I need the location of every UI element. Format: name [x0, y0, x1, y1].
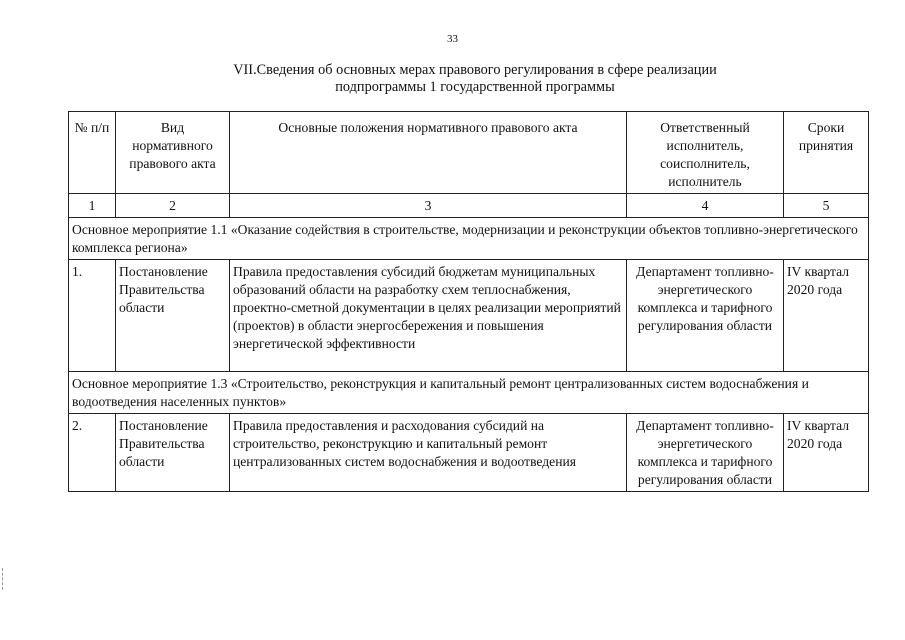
column-number: 3	[230, 194, 627, 218]
section-title: Основное мероприятие 1.1 «Оказание содействия в строительстве, модернизации и реконструкции объектов топливно-энергетического комплекса региона»	[69, 218, 869, 260]
section-row	[69, 218, 869, 260]
column-number: 2	[116, 194, 230, 218]
row-act-type: Постановление Правительства области	[116, 260, 230, 372]
header-deadline: Сроки принятия	[784, 112, 869, 194]
title-line-2: подпрограммы 1 государственной программы	[335, 79, 615, 95]
table-header-row	[69, 112, 869, 194]
header-act-content: Основные положения нормативного правового акта	[230, 112, 627, 194]
section-row	[69, 372, 869, 414]
row-num: 1.	[69, 260, 116, 372]
row-responsible: Департамент топливно-энергетического комплекса и тарифного регулирования области	[627, 260, 784, 372]
table-row	[69, 260, 869, 372]
title-line-1: VII.Сведения об основных мерах правового регулирования в сфере реализации	[233, 62, 717, 78]
header-act-type: Вид нормативного правового акта	[116, 112, 230, 194]
row-responsible: Департамент топливно-энергетического комплекса и тарифного регулирования области	[627, 414, 784, 492]
row-num: 2.	[69, 414, 116, 492]
row-act-content: Правила предоставления субсидий бюджетам муниципальных образований области на разработку схем теплоснабжения, проектно-сметной документации в целях реализации мероприятий (проектов) в области энергосбережения и повышения энергетической эффективности	[230, 260, 627, 372]
document-title	[60, 62, 890, 96]
page-number: 33	[447, 33, 458, 45]
column-number-row	[69, 194, 869, 218]
legal-measures-table	[68, 111, 869, 492]
header-responsible: Ответственный исполнитель, соисполнитель, исполнитель	[627, 112, 784, 194]
row-act-type: Постановление Правительства области	[116, 414, 230, 492]
section-title: Основное мероприятие 1.3 «Строительство, реконструкция и капитальный ремонт централизованных систем водоснабжения и водоотведения населенных пунктов»	[69, 372, 869, 414]
row-deadline: IV квартал 2020 года	[784, 260, 869, 372]
row-deadline: IV квартал 2020 года	[784, 414, 869, 492]
table-row	[69, 414, 869, 492]
column-number: 5	[784, 194, 869, 218]
column-number: 4	[627, 194, 784, 218]
header-num: № п/п	[69, 112, 116, 194]
row-act-content: Правила предоставления и расходования субсидий на строительство, реконструкцию и капитальный ремонт централизованных систем водоснабжения и водоотведения	[230, 414, 627, 492]
column-number: 1	[69, 194, 116, 218]
scan-edge-marks	[2, 568, 7, 590]
